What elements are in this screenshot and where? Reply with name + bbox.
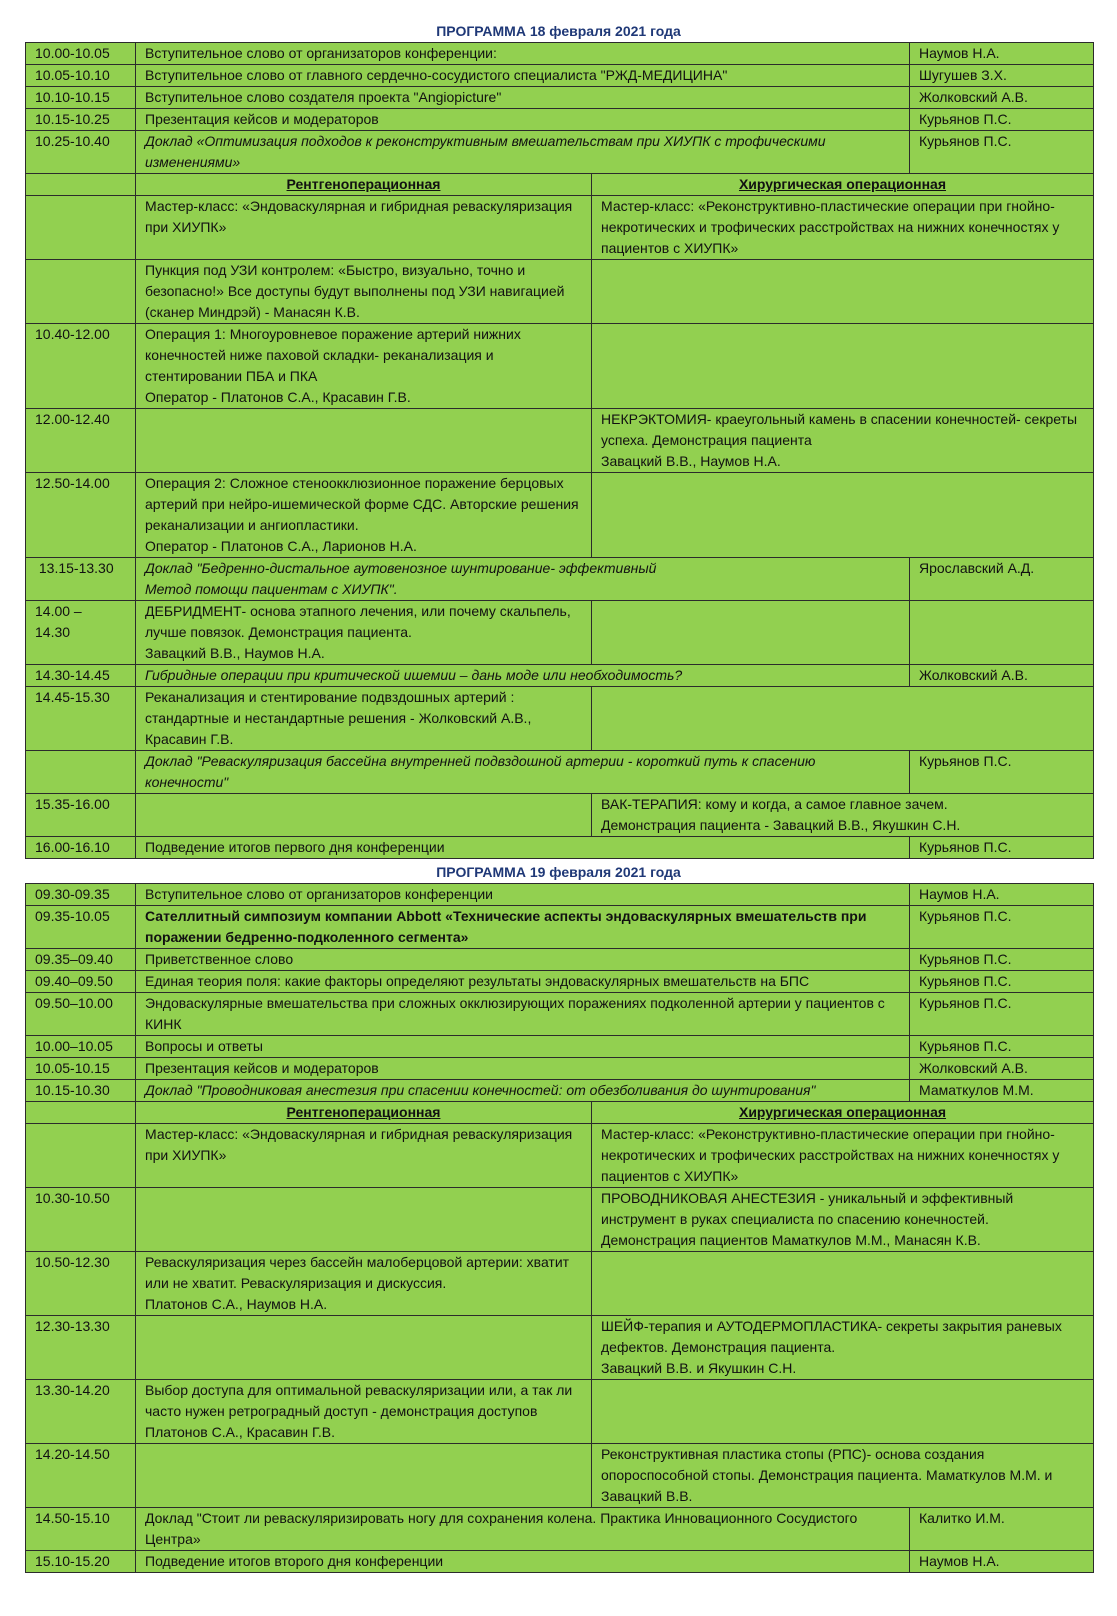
time-cell: 10.10-10.15 [26, 87, 136, 109]
xray-room-cell: Пункция под УЗИ контролем: «Быстро, визуально, точно и безопасно!» Все доступы будут выполнены под УЗИ навигацией (сканер Миндрэй) - Манасян К.В. [136, 260, 592, 324]
table-row [26, 1188, 1094, 1252]
time-cell: 13.30-14.20 [26, 1380, 136, 1444]
table-row [26, 131, 1094, 174]
surgery-room-cell: Реконструктивная пластика стопы (РПС)- основа создания опороспособной стопы. Демонстрация пациента. Маматкулов М.М. и Завацкий В.В. [592, 1444, 1094, 1508]
topic-cell: Вступительное слово создателя проекта "Angiopicture" [136, 87, 910, 109]
table-row [26, 665, 1094, 687]
table-row [26, 837, 1094, 859]
column-header-row [26, 1102, 1094, 1124]
speaker-cell: Курьянов П.С. [910, 837, 1094, 859]
time-cell: 14.45-15.30 [26, 687, 136, 751]
time-cell: 10.00-10.05 [26, 43, 136, 65]
topic-cell: Гибридные операции при критической ишемии – дань моде или необходимость? [136, 665, 910, 687]
speaker-cell: Курьянов П.С. [910, 751, 1094, 794]
speaker-cell: Жолковский А.В. [910, 87, 1094, 109]
topic-cell: Вступительное слово от главного сердечно-сосудистого специалиста "РЖД-МЕДИЦИНА" [136, 65, 910, 87]
table-row [26, 1316, 1094, 1380]
time-cell: 14.00 – 14.30 [26, 601, 136, 665]
topic-cell: Доклад "Реваскуляризация бассейна внутренней подвздошной артерии - короткий путь к спасению конечности" [136, 751, 910, 794]
table-row [26, 324, 1094, 409]
time-cell: 10.15-10.30 [26, 1080, 136, 1102]
time-cell: 09.35–09.40 [26, 949, 136, 971]
topic-cell: Единая теория поля: какие факторы определяют результаты эндоваскулярных вмешательств на БПС [136, 971, 910, 993]
table-row [26, 65, 1094, 87]
surgery-room-cell: ВАК-ТЕРАПИЯ: кому и когда, а самое главное зачем. Демонстрация пациента - Завацкий В.В., Якушкин С.Н. [592, 794, 1094, 837]
table-row [26, 993, 1094, 1036]
time-cell: 12.30-13.30 [26, 1316, 136, 1380]
speaker-cell: Шугушев З.Х. [910, 65, 1094, 87]
xray-room-cell [136, 409, 592, 473]
time-cell: 10.30-10.50 [26, 1188, 136, 1252]
xray-room-cell: Операция 2: Сложное стеноокклюзионное поражение берцовых артерий при нейро-ишемической форме СДС. Авторские решения реканализации и ангиопластики. Оператор - Платонов С.А., Ларионов Н.А. [136, 473, 592, 558]
topic-cell: Приветственное слово [136, 949, 910, 971]
topic-cell: Доклад "Бедренно-дистальное аутовенозное шунтирование- эффективный Метод помощи пациентам с ХИУПК". [136, 558, 910, 601]
table-row [26, 1380, 1094, 1444]
table-row [26, 1058, 1094, 1080]
table-row [26, 971, 1094, 993]
time-cell: 16.00-16.10 [26, 837, 136, 859]
time-cell: 09.30-09.35 [26, 884, 136, 906]
surgery-room-cell: ПРОВОДНИКОВАЯ АНЕСТЕЗИЯ - уникальный и эффективный инструмент в руках специалиста по спасению конечностей. Демонстрация пациентов Маматкулов М.М., Манасян К.В. [592, 1188, 1094, 1252]
xray-room-cell: Операция 1: Многоуровневое поражение артерий нижних конечностей ниже паховой складки- реканализация и стентировании ПБА и ПКА Оператор - Платонов С.А., Красавин Г.В. [136, 324, 592, 409]
time-cell: 10.25-10.40 [26, 131, 136, 174]
speaker-cell: Курьянов П.С. [910, 949, 1094, 971]
day1-heading: ПРОГРАММА 18 февраля 2021 года [436, 23, 681, 39]
day1-schedule-table [25, 42, 1094, 859]
xray-room-cell [136, 794, 592, 837]
speaker-cell: Курьянов П.С. [910, 1036, 1094, 1058]
xray-room-cell [136, 1316, 592, 1380]
surgery-room-cell [592, 473, 1094, 558]
speaker-cell: Калитко И.М. [910, 1508, 1094, 1551]
surgery-room-cell [592, 601, 910, 665]
time-cell: 10.50-12.30 [26, 1252, 136, 1316]
speaker-cell: Наумов Н.А. [910, 43, 1094, 65]
table-row [26, 949, 1094, 971]
time-cell [26, 260, 136, 324]
xray-room-cell: Мастер-класс: «Эндоваскулярная и гибридная реваскуляризация при ХИУПК» [136, 1124, 592, 1188]
surgery-room-cell: Мастер-класс: «Реконструктивно-пластические операции при гнойно-некротических и трофических расстройствах на нижних конечностях у пациентов с ХИУПК» [592, 196, 1094, 260]
surgery-room-cell [592, 324, 1094, 409]
topic-cell: Презентация кейсов и модераторов [136, 1058, 910, 1080]
speaker-cell: Курьянов П.С. [910, 971, 1094, 993]
surgery-room-header: Хирургическая операционная [592, 1102, 1094, 1124]
xray-room-cell: ДЕБРИДМЕНТ- основа этапного лечения, или почему скальпель, лучше повязок. Демонстрация пациента. Завацкий В.В., Наумов Н.А. [136, 601, 592, 665]
topic-cell: Сателлитный симпозиум компании Abbott «Технические аспекты эндоваскулярных вмешательств при поражении бедренно-подколенного сегмента» [136, 906, 910, 949]
time-cell: 09.40–09.50 [26, 971, 136, 993]
surgery-room-cell: ШЕЙФ-терапия и АУТОДЕРМОПЛАСТИКА- секреты закрытия раневых дефектов. Демонстрация пациента. Завацкий В.В. и Якушкин С.Н. [592, 1316, 1094, 1380]
table-row [26, 1252, 1094, 1316]
time-cell: 09.50–10.00 [26, 993, 136, 1036]
time-cell: 09.35-10.05 [26, 906, 136, 949]
xray-room-cell [136, 1444, 592, 1508]
speaker-cell: Жолковский А.В. [910, 1058, 1094, 1080]
topic-cell: Доклад "Проводниковая анестезия при спасении конечностей: от обезболивания до шунтирования" [136, 1080, 910, 1102]
table-row [26, 260, 1094, 324]
speaker-cell: Ярославский А.Д. [910, 558, 1094, 601]
time-cell [26, 196, 136, 260]
speaker-cell: Наумов Н.А. [910, 884, 1094, 906]
surgery-room-cell: Мастер-класс: «Реконструктивно-пластические операции при гнойно-некротических и трофических расстройствах на нижних конечностях у пациентов с ХИУПК» [592, 1124, 1094, 1188]
table-row [26, 43, 1094, 65]
time-cell: 10.05-10.10 [26, 65, 136, 87]
time-cell [26, 1124, 136, 1188]
surgery-room-cell [592, 260, 1094, 324]
topic-cell: Презентация кейсов и модераторов [136, 109, 910, 131]
table-row [26, 794, 1094, 837]
time-cell: 10.00–10.05 [26, 1036, 136, 1058]
table-row [26, 1080, 1094, 1102]
time-cell: 15.10-15.20 [26, 1551, 136, 1573]
xray-room-header: Рентгеноперационная [136, 174, 592, 196]
surgery-room-cell [592, 1252, 1094, 1316]
time-cell: 14.20-14.50 [26, 1444, 136, 1508]
speaker-cell [910, 601, 1094, 665]
time-cell: 12.00-12.40 [26, 409, 136, 473]
surgery-room-cell [592, 687, 1094, 751]
speaker-cell: Курьянов П.С. [910, 109, 1094, 131]
topic-cell: Доклад "Стоит ли реваскуляризировать ногу для сохранения колена. Практика Инновационного Сосудистого Центра» [136, 1508, 910, 1551]
table-row [26, 1508, 1094, 1551]
table-row [26, 1551, 1094, 1573]
column-header-row [26, 174, 1094, 196]
table-row [26, 906, 1094, 949]
time-cell: 12.50-14.00 [26, 473, 136, 558]
table-row [26, 558, 1094, 601]
speaker-cell: Курьянов П.С. [910, 906, 1094, 949]
xray-room-cell: Реваскуляризация через бассейн малоберцовой артерии: хватит или не хватит. Реваскуляризация и дискуссия. Платонов С.А., Наумов Н.А. [136, 1252, 592, 1316]
speaker-cell: Маматкулов М.М. [910, 1080, 1094, 1102]
time-cell [26, 174, 136, 196]
topic-cell: Вступительное слово от организаторов конференции: [136, 43, 910, 65]
speaker-cell: Наумов Н.А. [910, 1551, 1094, 1573]
time-cell: 14.30-14.45 [26, 665, 136, 687]
surgery-room-header: Хирургическая операционная [592, 174, 1094, 196]
topic-cell: Доклад «Оптимизация подходов к реконструктивным вмешательствам при ХИУПК с трофическими изменениями» [136, 131, 910, 174]
table-row [26, 884, 1094, 906]
xray-room-header: Рентгеноперационная [136, 1102, 592, 1124]
day2-schedule-table [25, 883, 1094, 1573]
time-cell: 14.50-15.10 [26, 1508, 136, 1551]
time-cell: 13.15-13.30 [26, 558, 136, 601]
xray-room-cell: Выбор доступа для оптимальной реваскуляризации или, а так ли часто нужен ретроградный доступ - демонстрация доступов Платонов С.А., Красавин Г.В. [136, 1380, 592, 1444]
table-row [26, 1444, 1094, 1508]
time-cell: 10.40-12.00 [26, 324, 136, 409]
table-row [26, 109, 1094, 131]
xray-room-cell: Мастер-класс: «Эндоваскулярная и гибридная реваскуляризация при ХИУПК» [136, 196, 592, 260]
topic-cell: Эндоваскулярные вмешательства при сложных окклюзирующих поражениях подколенной артерии у пациентов с КИНК [136, 993, 910, 1036]
table-row [26, 687, 1094, 751]
xray-room-cell: Реканализация и стентирование подвздошных артерий : стандартные и нестандартные решения - Жолковский А.В., Красавин Г.В. [136, 687, 592, 751]
table-row [26, 1124, 1094, 1188]
time-cell: 15.35-16.00 [26, 794, 136, 837]
speaker-cell: Жолковский А.В. [910, 665, 1094, 687]
table-row [26, 196, 1094, 260]
table-row [26, 1036, 1094, 1058]
table-row [26, 409, 1094, 473]
time-cell: 10.05-10.15 [26, 1058, 136, 1080]
table-row [26, 601, 1094, 665]
topic-cell: Подведение итогов второго дня конференции [136, 1551, 910, 1573]
table-row [26, 473, 1094, 558]
time-cell [26, 751, 136, 794]
topic-cell: Вступительное слово от организаторов конференции [136, 884, 910, 906]
table-row [26, 751, 1094, 794]
surgery-room-cell [592, 1380, 1094, 1444]
time-cell: 10.15-10.25 [26, 109, 136, 131]
time-cell [26, 1102, 136, 1124]
surgery-room-cell: НЕКРЭКТОМИЯ- краеугольный камень в спасении конечностей- секреты успеха. Демонстрация пациента Завацкий В.В., Наумов Н.А. [592, 409, 1094, 473]
topic-cell: Подведение итогов первого дня конференции [136, 837, 910, 859]
speaker-cell: Курьянов П.С. [910, 993, 1094, 1036]
topic-cell: Вопросы и ответы [136, 1036, 910, 1058]
table-row [26, 87, 1094, 109]
xray-room-cell [136, 1188, 592, 1252]
day2-heading: ПРОГРАММА 19 февраля 2021 года [436, 864, 681, 880]
speaker-cell: Курьянов П.С. [910, 131, 1094, 174]
